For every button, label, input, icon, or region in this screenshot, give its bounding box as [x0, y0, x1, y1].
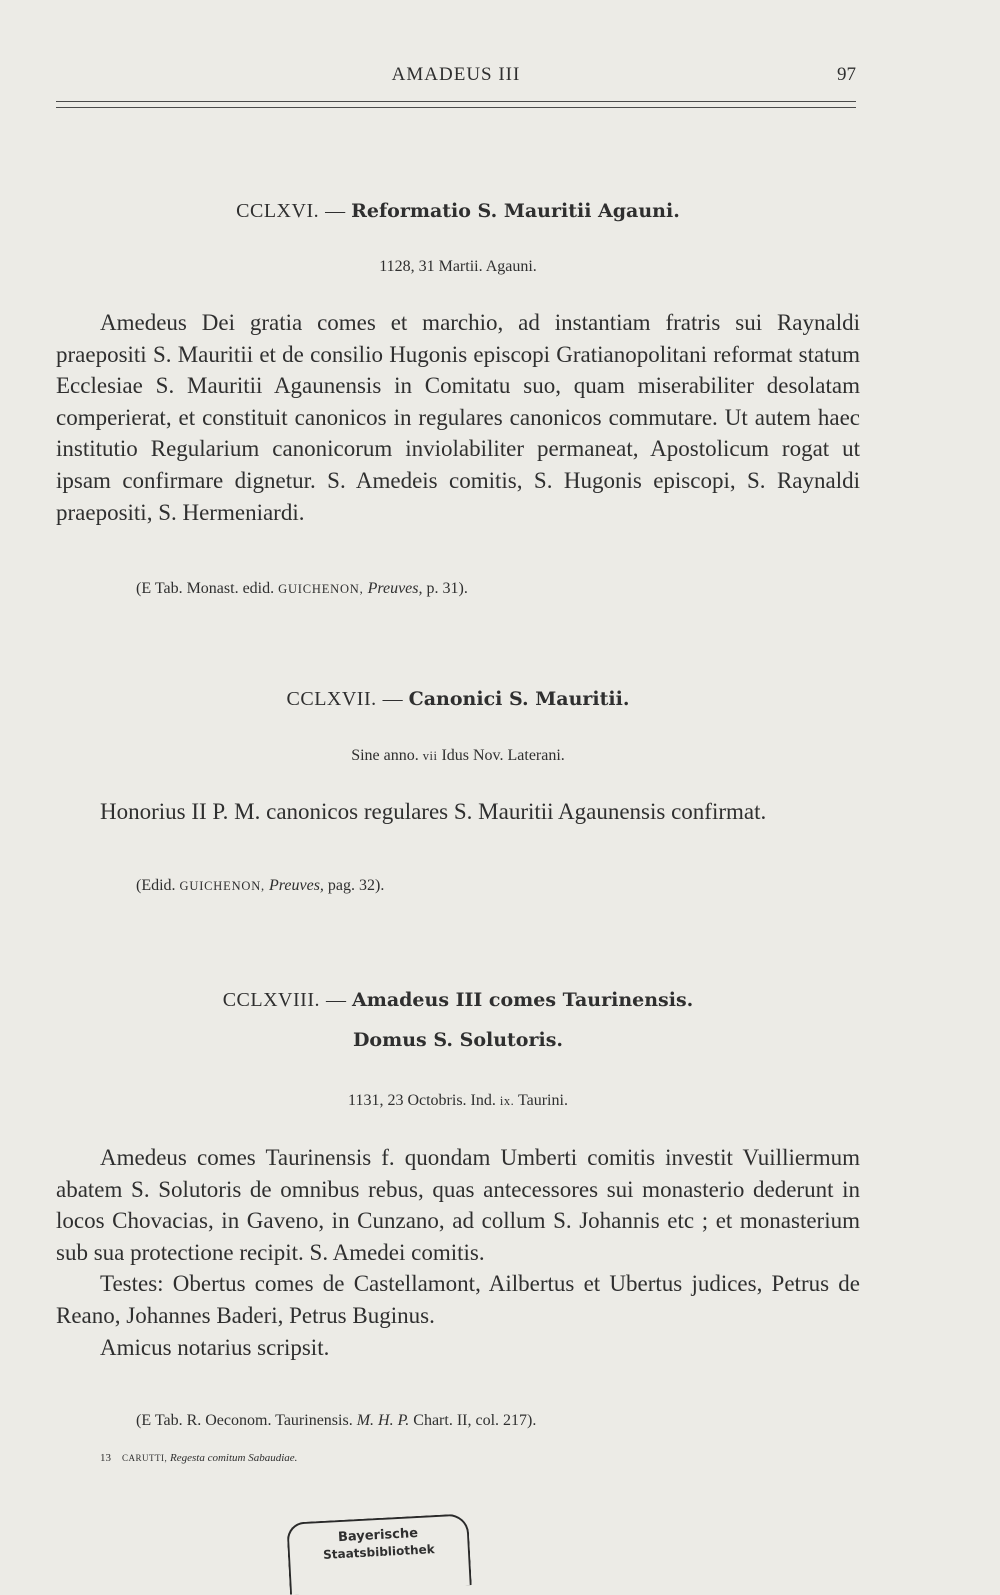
footnote: [100, 1452, 297, 1464]
entry-date-block: [56, 256, 860, 278]
date-smallcaps: vii: [422, 749, 438, 763]
source-work: M. H. P.: [356, 1412, 410, 1429]
source-text: (E Tab. Monast. edid.: [136, 580, 275, 597]
entry-subtitle: [56, 1026, 860, 1054]
entry-source: [56, 875, 860, 897]
entry-title-2: Domus S. Solutoris.: [352, 1029, 564, 1051]
entry-paragraph: Amedeus Dei gratia comes et marchio, ad instantiam fratris sui Raynaldi praepositi S. Mauritii et de consilio Hugonis episcopi Gratianopolitani reformat statum Ecclesiae S. Mauritii Agaunensis in Comitatu suo, quam miserabiliter desolatam comperierat, et constituit canonicos in regulares canonicos commutare. Ut autem haec institutio Regularium canonicorum inviolabiliter permaneat, Apostolicum rogat ut ipsam confirmare dignetur. S. Amedeis comitis, S. Hugonis episcopi, S. Raynaldi praepositi, S. Hermeniardi.: [56, 310, 860, 525]
source-ref: Chart. II, col. 217).: [413, 1412, 537, 1429]
source-work: Preuves,: [268, 877, 324, 894]
entry-paragraph: Amedeus comes Taurinensis f. quondam Umberti comitis investit Vuilliermum abatem S. Solutoris de omnibus rebus, quas antecessores sui monasterio dederunt in locos Chovacias, in Gaveno, in Cunzano, ad collum S. Johannis etc ; et monasterium sub sua protectione recipit. S. Amedei comitis.: [56, 1145, 860, 1265]
entry-heading: CCLXVIII. — Amadeus III comes Taurinensis.: [222, 989, 694, 1011]
entry-cclxvii-heading-block: [56, 685, 860, 713]
library-stamp: [286, 1513, 472, 1594]
date-text: Sine anno.: [351, 747, 419, 764]
entry-number: CCLXVIII.: [222, 989, 320, 1011]
entry-date-block: [56, 1090, 860, 1112]
entry-body: [56, 1142, 860, 1363]
source-ref: p. 31).: [426, 580, 468, 597]
entry-cclxvi-heading-block: [56, 197, 860, 225]
source-author: GUICHENON,: [179, 879, 265, 893]
date-text: Idus Nov. Laterani.: [441, 747, 565, 764]
header-rule-thin: [56, 107, 856, 108]
entry-title: Amadeus III comes Taurinensis.: [351, 989, 694, 1011]
entry-paragraph: Amicus notarius scripsit.: [100, 1334, 330, 1360]
entry-cclxviii-heading-block: [56, 986, 860, 1054]
entry-title: Canonici S. Mauritii.: [408, 688, 630, 710]
entry-date-block: [56, 745, 860, 767]
entry-source: [56, 1410, 860, 1432]
running-title: AMADEUS III: [391, 64, 521, 85]
entry-body: [56, 307, 860, 528]
footnote-author: CARUTTI,: [122, 1453, 168, 1463]
entry-date: 1128, 31 Martii. Agauni.: [379, 258, 537, 275]
entry-date: [56, 745, 860, 767]
page-number: 97: [837, 64, 856, 85]
footnote-work: Regesta comitum Sabaudiae.: [170, 1452, 298, 1464]
entry-heading: CCLXVII. — Canonici S. Mauritii.: [286, 688, 630, 710]
entry-source: [56, 578, 860, 600]
date-smallcaps: ix.: [499, 1094, 515, 1108]
date-text: Taurini.: [517, 1092, 568, 1109]
entry-body: [56, 796, 860, 828]
source-text: (E Tab. R. Oeconom. Taurinensis.: [136, 1412, 353, 1429]
header-rule: [56, 101, 856, 102]
source-ref: pag. 32).: [327, 877, 385, 894]
stamp-line-1: Bayerische: [337, 1525, 419, 1546]
source-work: Preuves,: [367, 580, 423, 597]
entry-title: Reformatio S. Mauritii Agauni.: [351, 200, 680, 222]
stamp-line-2: Staatsbibliothek: [322, 1542, 435, 1562]
date-text: 1131, 23 Octobris. Ind.: [348, 1092, 496, 1109]
entry-date: [56, 1090, 860, 1112]
entry-heading: CCLXVI. — Reformatio S. Mauritii Agauni.: [236, 200, 680, 222]
entry-paragraph: Honorius II P. M. canonicos regulares S. Mauritii Agaunensis confirmat.: [100, 799, 767, 824]
footnote-number: 13: [100, 1452, 111, 1464]
running-head: [56, 64, 856, 94]
entry-paragraph: Testes: Obertus comes de Castellamont, Ailbertus et Ubertus judices, Petrus de Reano, Johannes Baderi, Petrus Buginus.: [56, 1271, 860, 1328]
source-text: (Edid.: [136, 877, 176, 894]
entry-number: CCLXVII.: [286, 688, 377, 710]
source-author: GUICHENON,: [278, 582, 364, 596]
entry-number: CCLXVI.: [236, 200, 320, 222]
